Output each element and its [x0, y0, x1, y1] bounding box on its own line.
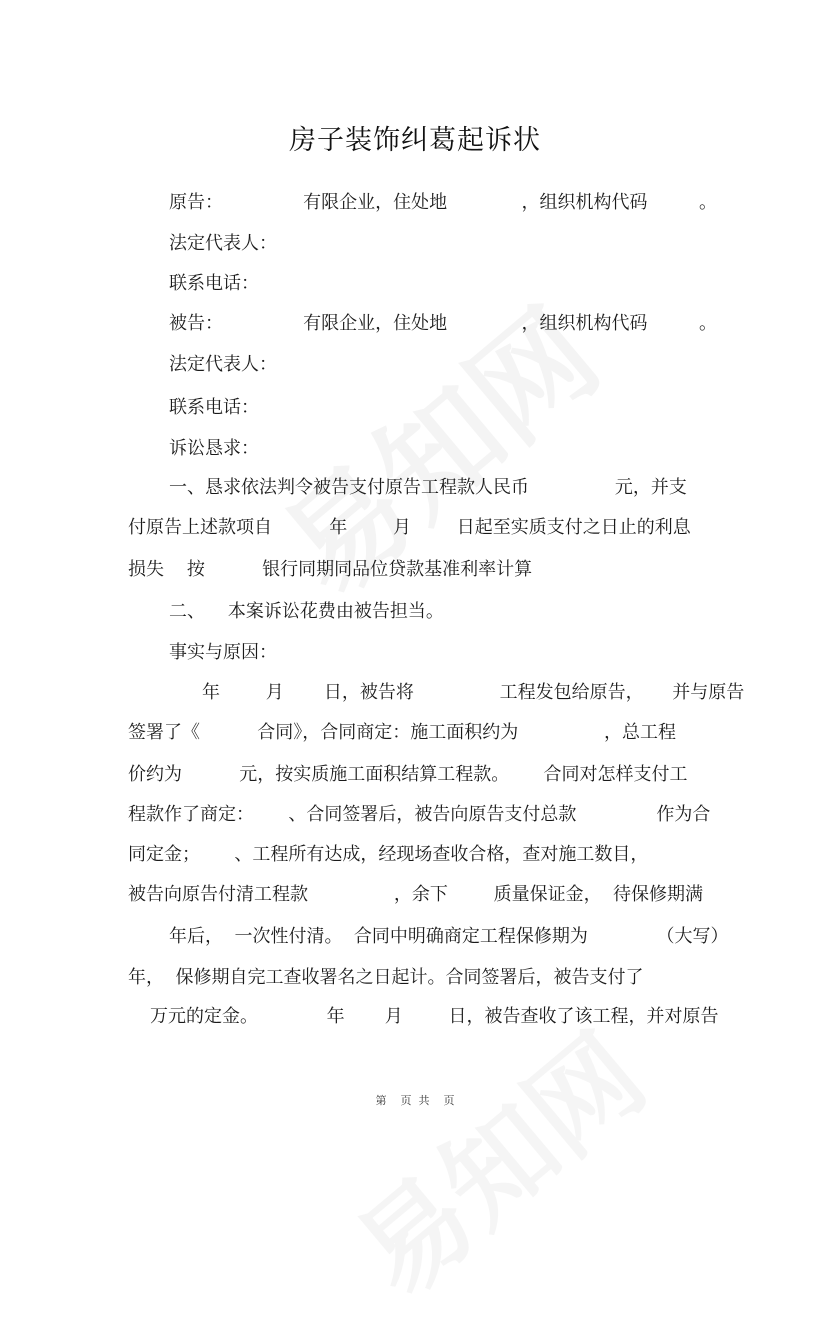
claim-1-line-2: 付原告上述款项自 年 月 日起至实质支付之日止的利息	[128, 517, 691, 538]
plaintiff-phone: 联系电话：	[169, 273, 259, 294]
facts-line-1: 年 月 日，被告将 工程发包给原告， 并与原告	[202, 682, 745, 703]
facts-line-5: 同定金； 、工程所有达成，经现场查收合格，查对施工数目，	[128, 844, 649, 865]
defendant-legal-rep: 法定代表人：	[169, 354, 277, 375]
watermark-secondary	[318, 992, 672, 1325]
claim-2: 二、 本案诉讼花费由被告担当。	[169, 601, 444, 622]
facts-heading: 事实与原因：	[169, 642, 277, 663]
claim-1-line-1: 一、恳求依法判令被告支付原告工程款人民币 元，并支	[169, 477, 687, 498]
facts-line-3: 价约为 元，按实质施工面积结算工程款。 合同对怎样支付工	[128, 764, 688, 785]
facts-line-9: 万元的定金。 年 月 日，被告查收了该工程，并对原告	[150, 1006, 719, 1027]
plaintiff-line: 原告： 有限企业，住处地 ，组织机构代码 。	[169, 192, 717, 213]
document-title: 房子装饰纠葛起诉状	[289, 125, 541, 156]
claims-heading: 诉讼恳求：	[169, 438, 259, 459]
facts-line-7: 年后， 一次性付清。 合同中明确商定工程保修期为 （大写）	[169, 926, 729, 947]
plaintiff-legal-rep: 法定代表人：	[169, 233, 277, 254]
facts-line-6: 被告向原告付清工程款 ，余下 质量保证金， 待保修期满	[128, 884, 704, 905]
facts-line-4: 程款作了商定： 、合同签署后，被告向原告支付总款 作为合	[128, 804, 711, 825]
claim-1-line-3: 损失 按 银行同期同品位贷款基准利率计算	[128, 559, 533, 580]
facts-line-8: 年， 保修期自完工查收署名之日起计。合同签署后，被告支付了	[128, 967, 644, 988]
facts-line-2: 签署了《 合同》，合同商定：施工面积约为 ，总工程	[128, 722, 677, 743]
page-footer: 第 页 共 页	[375, 1094, 455, 1107]
defendant-line: 被告： 有限企业，住处地 ，组织机构代码 。	[169, 313, 717, 334]
defendant-phone: 联系电话：	[169, 397, 259, 418]
